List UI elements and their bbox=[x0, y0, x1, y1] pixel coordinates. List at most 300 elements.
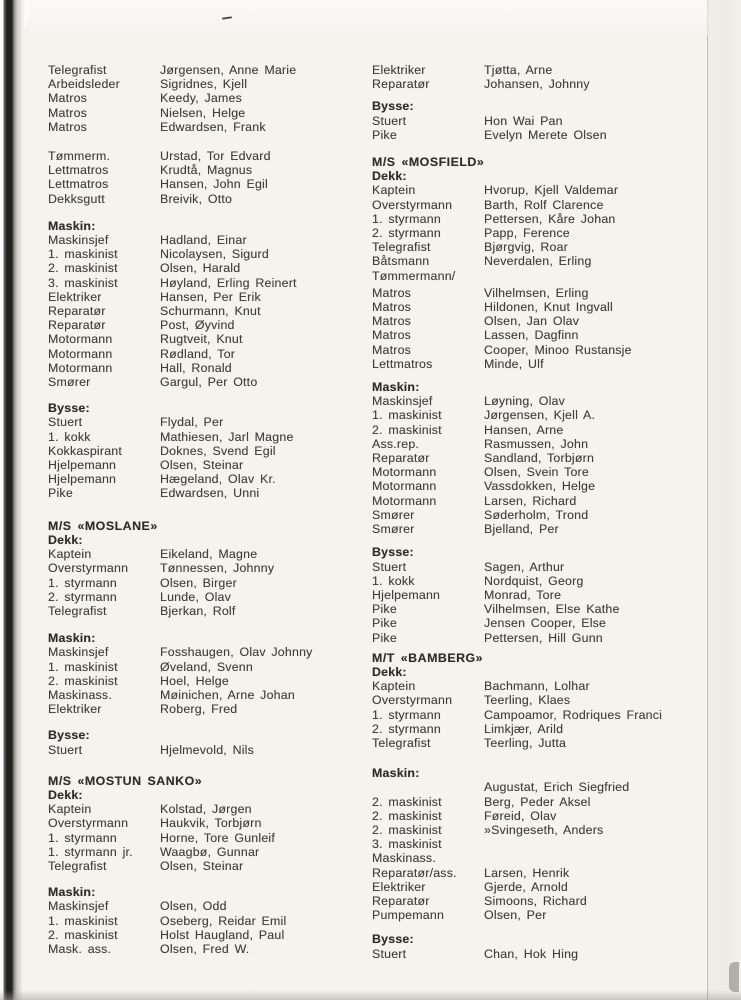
crew-role: Hjelpemann bbox=[48, 472, 117, 487]
crew-role: Kokkaspirant bbox=[48, 443, 123, 458]
crew-role: Overstyrmann bbox=[372, 197, 453, 212]
crew-role: Tømmerm. bbox=[48, 149, 111, 164]
crew-role: Stuert bbox=[372, 113, 407, 128]
crew-name: Edwardsen, Unni bbox=[160, 486, 260, 501]
crew-role: Lettmatros bbox=[48, 177, 109, 192]
crew-role: Smører bbox=[372, 522, 415, 537]
crew-row bbox=[372, 269, 720, 283]
crew-name: Hon Wai Pan bbox=[484, 113, 563, 128]
crew-name: Sandland, Torbjørn bbox=[484, 451, 595, 466]
crew-role: 3. maskinist bbox=[48, 275, 118, 290]
section-heading: Bysse: bbox=[372, 932, 414, 947]
crew-row bbox=[48, 928, 368, 942]
crew-row bbox=[48, 604, 368, 618]
crew-row bbox=[372, 114, 720, 128]
crew-row bbox=[372, 343, 720, 357]
crew-role: Stuert bbox=[48, 415, 83, 430]
crew-row bbox=[48, 914, 368, 928]
ship-name-heading: M/S «MOSLANE» bbox=[48, 518, 158, 533]
crew-row bbox=[372, 809, 720, 823]
crew-role: Matros bbox=[372, 300, 412, 315]
crew-name: Papp, Ference bbox=[484, 226, 570, 241]
crew-row bbox=[372, 679, 720, 693]
crew-name: Olsen, Odd bbox=[160, 899, 227, 914]
crew-name: Teerling, Jutta bbox=[484, 735, 567, 750]
crew-name: Bjelland, Per bbox=[484, 522, 559, 537]
crew-role: 2. maskinist bbox=[48, 261, 118, 276]
crew-name: Oseberg, Reidar Emil bbox=[160, 913, 287, 928]
crew-role: Telegrafist bbox=[372, 240, 431, 255]
section-heading: Maskin: bbox=[372, 766, 420, 781]
vertical-gap bbox=[48, 618, 368, 631]
crew-name: Flydal, Per bbox=[160, 415, 224, 430]
crew-name: Tjøtta, Arne bbox=[484, 63, 553, 77]
vertical-gap bbox=[372, 371, 720, 380]
crew-role: Elektriker bbox=[48, 289, 102, 304]
crew-role: 2. maskinist bbox=[48, 927, 118, 942]
crew-row bbox=[48, 106, 368, 120]
crew-role: Matros bbox=[48, 105, 88, 120]
crew-role: Reparatør bbox=[48, 318, 106, 333]
crew-row bbox=[48, 472, 368, 486]
crew-name: Pettersen, Kåre Johan bbox=[484, 211, 616, 226]
crew-role: Pike bbox=[372, 602, 397, 617]
crew-row bbox=[372, 522, 720, 536]
crew-row bbox=[48, 743, 368, 757]
crew-name: Larsen, Henrik bbox=[484, 865, 570, 880]
crew-role: Reparatør/ass. bbox=[372, 865, 457, 880]
crew-row bbox=[372, 780, 720, 794]
crew-row bbox=[48, 458, 368, 472]
crew-name: Cooper, Minoo Rustansje bbox=[484, 342, 632, 357]
crew-role: Tømmermann/ bbox=[372, 268, 456, 283]
crew-row bbox=[372, 286, 720, 300]
crew-row bbox=[372, 328, 720, 342]
crew-role: Arbeidsleder bbox=[48, 77, 120, 92]
crew-role: 1. styrmann jr. bbox=[48, 844, 133, 859]
crew-name: Jørgensen, Anne Marie bbox=[160, 63, 297, 77]
crew-row bbox=[48, 702, 368, 716]
crew-role: Pike bbox=[372, 630, 397, 645]
crew-role: Matros bbox=[372, 314, 412, 329]
crew-name: Krudtå, Magnus bbox=[160, 163, 253, 178]
crew-row bbox=[372, 795, 720, 809]
crew-row bbox=[48, 120, 368, 134]
crew-row bbox=[48, 576, 368, 590]
crew-name: Olsen, Jan Olav bbox=[484, 314, 580, 329]
section-heading: Dekk: bbox=[48, 532, 83, 547]
crew-name: Jørgensen, Kjell A. bbox=[484, 408, 596, 423]
crew-row bbox=[48, 347, 368, 361]
crew-role: Maskinsjef bbox=[48, 645, 109, 660]
crew-name: Haukvik, Torbjørn bbox=[160, 816, 262, 831]
vertical-gap bbox=[48, 501, 368, 519]
crew-role: 1. maskinist bbox=[48, 659, 118, 674]
vertical-gap bbox=[48, 134, 368, 149]
crew-role: Pike bbox=[372, 616, 397, 631]
crew-row bbox=[48, 415, 368, 429]
crew-name: Hansen, John Egil bbox=[160, 177, 268, 192]
crew-name: Edwardsen, Frank bbox=[160, 119, 266, 134]
crew-row bbox=[48, 163, 368, 177]
crew-row bbox=[372, 880, 720, 894]
crew-name: Hansen, Per Erik bbox=[160, 289, 261, 304]
crew-row bbox=[48, 688, 368, 702]
crew-role: 2. maskinist bbox=[372, 422, 442, 437]
crew-name: Breivik, Otto bbox=[160, 191, 233, 206]
crew-role: Matros bbox=[372, 342, 412, 357]
crew-name: Campoamor, Rodriques Franci bbox=[484, 707, 663, 722]
crew-role: 2. maskinist bbox=[372, 822, 442, 837]
crew-name: Hall, Ronald bbox=[160, 360, 232, 375]
crew-role: Mask. ass. bbox=[48, 941, 112, 956]
crew-row bbox=[48, 192, 368, 206]
crew-role: Ass.rep. bbox=[372, 436, 420, 451]
section-heading: Bysse: bbox=[372, 99, 414, 114]
crew-row bbox=[372, 198, 720, 212]
crew-name: Neverdalen, Erling bbox=[484, 254, 592, 269]
vertical-gap bbox=[372, 91, 720, 99]
crew-role: Elektriker bbox=[48, 702, 102, 717]
vertical-gap bbox=[372, 536, 720, 545]
crew-name: Rugtveit, Knut bbox=[160, 332, 243, 347]
crew-name: Olsen, Fred W. bbox=[160, 941, 250, 956]
crew-name: Gjerde, Arnold bbox=[484, 879, 569, 894]
binding-edge bbox=[0, 0, 24, 1000]
crew-row bbox=[372, 947, 720, 961]
crew-row bbox=[372, 894, 720, 908]
crew-role: Telegrafist bbox=[372, 735, 431, 750]
crew-name: Lunde, Olav bbox=[160, 589, 232, 604]
crew-name: Chan, Hok Hing bbox=[484, 946, 579, 961]
crew-name: Sagen, Arthur bbox=[484, 559, 565, 574]
crew-name: Vilhelmsen, Else Kathe bbox=[484, 602, 620, 617]
crew-role: Reparatør bbox=[48, 304, 106, 319]
crew-row bbox=[372, 908, 720, 922]
crew-row bbox=[48, 332, 368, 346]
crew-role: Elektriker bbox=[372, 63, 426, 77]
crew-name: Nielsen, Helge bbox=[160, 105, 246, 120]
crew-name: Hjelmevold, Nils bbox=[160, 742, 255, 757]
crew-row bbox=[48, 802, 368, 816]
crew-role bbox=[372, 780, 484, 794]
crew-row bbox=[372, 300, 720, 314]
crew-role: Kaptein bbox=[48, 547, 92, 562]
crew-role: 1. styrmann bbox=[48, 830, 117, 845]
crew-role: Elektriker bbox=[372, 879, 426, 894]
crew-row bbox=[48, 859, 368, 873]
crew-role: 2. styrmann bbox=[48, 589, 117, 604]
crew-row bbox=[372, 128, 720, 142]
crew-role: Motormann bbox=[372, 479, 437, 494]
crew-row bbox=[372, 437, 720, 451]
crew-row bbox=[48, 816, 368, 830]
crew-name: Hægeland, Olav Kr. bbox=[160, 472, 276, 487]
crew-list-column-left bbox=[48, 63, 368, 956]
crew-name: Fosshaugen, Olav Johnny bbox=[160, 645, 313, 660]
crew-row bbox=[48, 361, 368, 375]
crew-name: Eikeland, Magne bbox=[160, 547, 258, 562]
crew-row bbox=[48, 831, 368, 845]
crew-role: 3. maskinist bbox=[372, 837, 442, 852]
crew-row bbox=[48, 177, 368, 191]
crew-role: Smører bbox=[48, 375, 91, 390]
ship-name-heading: M/T «BAMBERG» bbox=[372, 650, 484, 665]
crew-name bbox=[484, 269, 720, 283]
crew-name: Hildonen, Knut Ingvall bbox=[484, 300, 613, 315]
crew-name: Jensen Cooper, Else bbox=[484, 616, 607, 631]
scan-smudge bbox=[729, 962, 739, 992]
crew-name: Barth, Rolf Clarence bbox=[484, 197, 604, 212]
crew-name: Bjerkan, Rolf bbox=[160, 603, 236, 618]
crew-role: Matros bbox=[48, 91, 88, 106]
crew-row bbox=[372, 736, 720, 750]
crew-row bbox=[48, 547, 368, 561]
vertical-gap bbox=[48, 206, 368, 219]
crew-name: Roberg, Fred bbox=[160, 702, 238, 717]
crew-name: Minde, Ulf bbox=[484, 356, 544, 371]
crew-name: Olsen, Steinar bbox=[160, 858, 244, 873]
crew-row bbox=[48, 561, 368, 575]
crew-role: Maskinsjef bbox=[372, 394, 433, 409]
crew-row bbox=[48, 444, 368, 458]
crew-role: 1. styrmann bbox=[48, 575, 117, 590]
crew-name: Larsen, Richard bbox=[484, 493, 577, 508]
crew-row bbox=[372, 183, 720, 197]
crew-name: Søderholm, Trond bbox=[484, 507, 589, 522]
crew-row bbox=[48, 91, 368, 105]
crew-row bbox=[372, 240, 720, 254]
crew-name: Schurmann, Knut bbox=[160, 304, 261, 319]
crew-role: Pike bbox=[48, 486, 73, 501]
crew-name: Keedy, James bbox=[160, 91, 242, 106]
crew-list-column-right bbox=[372, 63, 720, 961]
crew-role: 1. styrmann bbox=[372, 211, 441, 226]
ship-name-heading: M/S «MOSTUN SANKO» bbox=[48, 773, 203, 788]
crew-row bbox=[372, 226, 720, 240]
crew-name: Mathiesen, Jarl Magne bbox=[160, 429, 294, 444]
page-top-shading bbox=[0, 0, 741, 34]
crew-row bbox=[48, 276, 368, 290]
crew-name: Kolstad, Jørgen bbox=[160, 802, 252, 817]
crew-row bbox=[372, 708, 720, 722]
crew-role: Hjelpemann bbox=[48, 458, 117, 473]
crew-row bbox=[48, 590, 368, 604]
vertical-gap bbox=[372, 922, 720, 932]
crew-role: Motormann bbox=[48, 360, 113, 375]
crew-row bbox=[372, 479, 720, 493]
crew-name: Olsen, Harald bbox=[160, 261, 241, 276]
crew-name: Monrad, Tore bbox=[484, 587, 562, 602]
crew-row bbox=[48, 290, 368, 304]
crew-role: Maskinass. bbox=[372, 851, 436, 866]
crew-name bbox=[484, 837, 720, 851]
crew-row bbox=[372, 560, 720, 574]
crew-row bbox=[372, 574, 720, 588]
crew-role: Stuert bbox=[372, 559, 407, 574]
crew-row bbox=[372, 823, 720, 837]
crew-name: Løyning, Olav bbox=[484, 394, 566, 409]
crew-row bbox=[372, 631, 720, 645]
crew-name: Hvorup, Kjell Valdemar bbox=[484, 183, 619, 198]
vertical-gap bbox=[372, 750, 720, 766]
crew-role: Hjelpemann bbox=[372, 587, 441, 602]
crew-role: 1. maskinist bbox=[48, 913, 118, 928]
crew-row bbox=[372, 494, 720, 508]
crew-name: Doknes, Svend Egil bbox=[160, 443, 276, 458]
crew-row bbox=[372, 616, 720, 630]
crew-role: Kaptein bbox=[372, 679, 416, 694]
crew-name: Post, Øyvind bbox=[160, 318, 235, 333]
crew-row bbox=[372, 423, 720, 437]
crew-role: Motormann bbox=[372, 465, 437, 480]
crew-name: Øveland, Svenn bbox=[160, 659, 253, 674]
crew-role: 2. styrmann bbox=[372, 226, 441, 241]
crew-name: Rasmussen, John bbox=[484, 436, 589, 451]
crew-name: Evelyn Merete Olsen bbox=[484, 127, 607, 142]
crew-row bbox=[372, 508, 720, 522]
section-heading: Dekk: bbox=[372, 169, 407, 184]
crew-name: Olsen, Per bbox=[484, 908, 547, 923]
crew-name: Waagbø, Gunnar bbox=[160, 844, 260, 859]
crew-role: 2. styrmann bbox=[372, 721, 441, 736]
crew-role: Overstyrmann bbox=[48, 561, 129, 576]
crew-name: Hadland, Einar bbox=[160, 233, 247, 248]
crew-role: Overstyrmann bbox=[48, 816, 129, 831]
crew-role: 2. maskinist bbox=[372, 794, 442, 809]
crew-role: Telegrafist bbox=[48, 603, 107, 618]
crew-name: Horne, Tore Gunleif bbox=[160, 830, 276, 845]
crew-row bbox=[48, 845, 368, 859]
crew-name: Urstad, Tor Edvard bbox=[160, 149, 271, 164]
crew-role: Matros bbox=[48, 119, 88, 134]
crew-name: Hansen, Arne bbox=[484, 422, 564, 437]
crew-role: Stuert bbox=[372, 946, 407, 961]
crew-row bbox=[48, 660, 368, 674]
crew-role: 1. maskinist bbox=[48, 247, 118, 262]
crew-role: 1. maskinist bbox=[372, 408, 442, 423]
crew-name: Bachmann, Lolhar bbox=[484, 679, 590, 694]
crew-row bbox=[48, 318, 368, 332]
section-heading: Dekk: bbox=[48, 787, 83, 802]
crew-role: Reparatør bbox=[372, 893, 430, 908]
crew-role: Maskinass. bbox=[48, 687, 112, 702]
crew-role: Motormann bbox=[48, 346, 113, 361]
crew-row bbox=[48, 899, 368, 913]
crew-name: Simoons, Richard bbox=[484, 893, 587, 908]
crew-role: 2. maskinist bbox=[48, 673, 118, 688]
crew-row bbox=[48, 486, 368, 500]
crew-row bbox=[48, 942, 368, 956]
crew-role: Lettmatros bbox=[372, 356, 433, 371]
crew-name: Nicolaysen, Sigurd bbox=[160, 247, 269, 262]
crew-row bbox=[48, 430, 368, 444]
crew-row bbox=[372, 408, 720, 422]
crew-role: Reparatør bbox=[372, 77, 430, 92]
section-heading: Maskin: bbox=[48, 885, 96, 900]
crew-role: Overstyrmann bbox=[372, 693, 453, 708]
crew-row bbox=[372, 866, 720, 880]
crew-role: Stuert bbox=[48, 742, 83, 757]
crew-row bbox=[48, 233, 368, 247]
crew-row bbox=[372, 693, 720, 707]
crew-name: Høyland, Erling Reinert bbox=[160, 275, 297, 290]
crew-role: Telegrafist bbox=[48, 858, 107, 873]
crew-role: Pike bbox=[372, 127, 397, 142]
crew-name: Møinichen, Arne Johan bbox=[160, 687, 295, 702]
section-heading: Bysse: bbox=[48, 401, 90, 416]
crew-row bbox=[372, 254, 720, 268]
crew-row bbox=[372, 465, 720, 479]
crew-name: Gargul, Per Otto bbox=[160, 375, 258, 390]
crew-name: Rødland, Tor bbox=[160, 346, 236, 361]
crew-row bbox=[372, 602, 720, 616]
crew-row bbox=[48, 304, 368, 318]
crew-row bbox=[48, 674, 368, 688]
crew-row bbox=[372, 837, 720, 851]
crew-role: Smører bbox=[372, 507, 415, 522]
crew-row bbox=[372, 451, 720, 465]
vertical-gap bbox=[48, 716, 368, 728]
crew-role: Kaptein bbox=[372, 183, 416, 198]
crew-name: Vassdokken, Helge bbox=[484, 479, 596, 494]
section-heading: Dekk: bbox=[372, 664, 407, 679]
crew-role: Matros bbox=[372, 328, 412, 343]
crew-role: Maskinsjef bbox=[48, 233, 109, 248]
crew-role: 1. kokk bbox=[48, 429, 91, 444]
crew-name: Lassen, Dagfinn bbox=[484, 328, 579, 343]
vertical-gap bbox=[48, 873, 368, 885]
crew-name: »Svingeseth, Anders bbox=[484, 822, 604, 837]
vertical-gap bbox=[48, 389, 368, 401]
section-heading: Bysse: bbox=[372, 545, 414, 560]
crew-row bbox=[48, 63, 368, 77]
crew-role: 1. styrmann bbox=[372, 707, 441, 722]
crew-role: Motormann bbox=[372, 493, 437, 508]
crew-role: 2. maskinist bbox=[372, 808, 442, 823]
crew-name: Hoel, Helge bbox=[160, 673, 229, 688]
vertical-gap bbox=[372, 142, 720, 155]
crew-role: Båtsmann bbox=[372, 254, 430, 269]
crew-row bbox=[48, 375, 368, 389]
section-heading: Bysse: bbox=[48, 728, 90, 743]
crew-role: Dekksgutt bbox=[48, 191, 105, 206]
crew-name: Augustat, Erich Siegfried bbox=[484, 780, 630, 795]
crew-row bbox=[372, 314, 720, 328]
crew-role: Pumpemann bbox=[372, 908, 445, 923]
crew-name: Teerling, Klaes bbox=[484, 693, 571, 708]
crew-name: Sigridnes, Kjell bbox=[160, 77, 248, 92]
crew-name: Olsen, Steinar bbox=[160, 458, 244, 473]
crew-row bbox=[372, 851, 720, 865]
crew-row bbox=[48, 247, 368, 261]
crew-name: Berg, Peder Aksel bbox=[484, 794, 591, 809]
crew-role: Reparatør bbox=[372, 451, 430, 466]
crew-name bbox=[484, 851, 720, 865]
crew-role: 1. kokk bbox=[372, 573, 415, 588]
vertical-gap bbox=[48, 757, 368, 774]
crew-row bbox=[48, 77, 368, 91]
crew-name: Føreid, Olav bbox=[484, 808, 557, 823]
crew-row bbox=[372, 77, 720, 91]
crew-role: Motormann bbox=[48, 332, 113, 347]
section-heading: Maskin: bbox=[48, 631, 96, 646]
crew-name: Pettersen, Hill Gunn bbox=[484, 630, 603, 645]
crew-name: Bjørgvig, Roar bbox=[484, 240, 568, 255]
ship-name-heading: M/S «MOSFIELD» bbox=[372, 155, 485, 170]
crew-role: Matros bbox=[372, 285, 412, 300]
crew-name: Limkjær, Arild bbox=[484, 721, 564, 736]
